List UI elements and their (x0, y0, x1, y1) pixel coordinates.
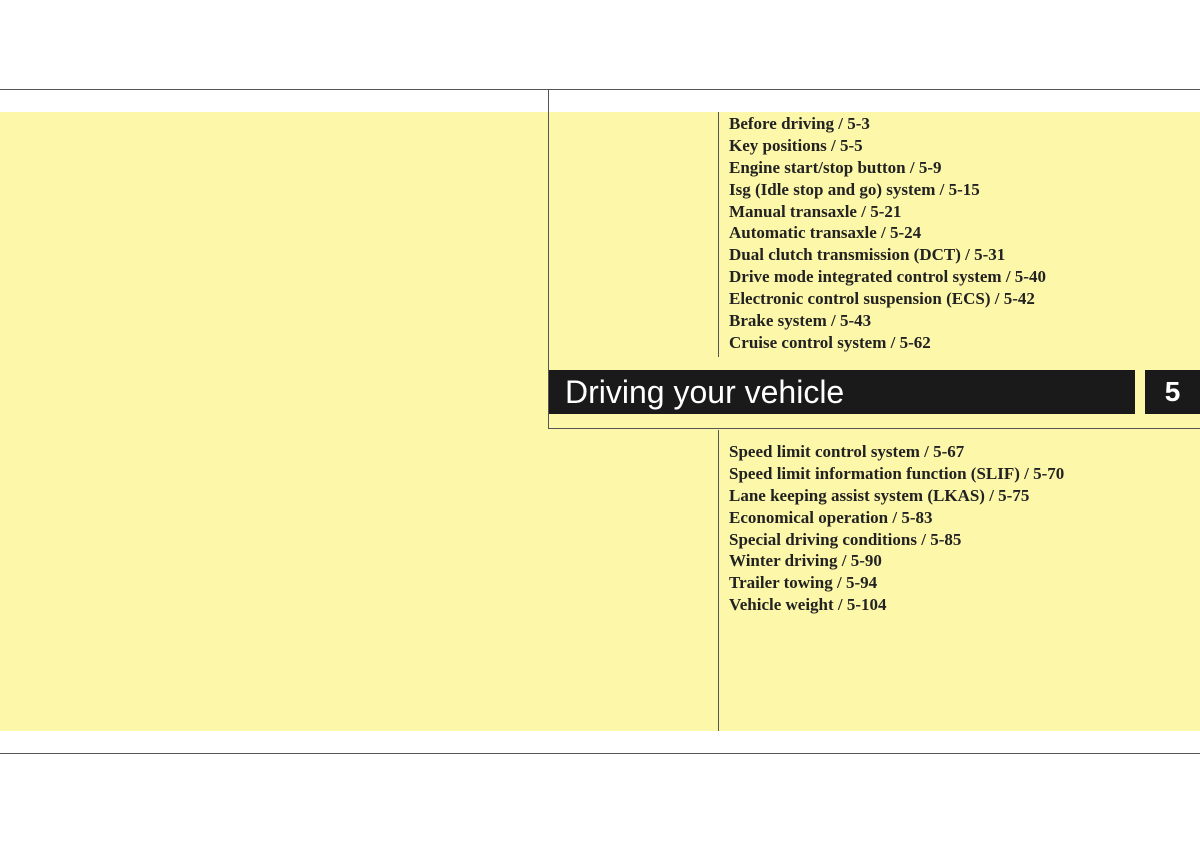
chapter-title: Driving your vehicle (549, 370, 1135, 414)
toc-item[interactable]: Winter driving / 5-90 (729, 551, 882, 571)
toc-list-lower (729, 441, 1064, 616)
toc-item[interactable]: Key positions / 5-5 (729, 135, 863, 155)
toc-item[interactable]: Dual clutch transmission (DCT) / 5-31 (729, 245, 1006, 265)
toc-item[interactable]: Trailer towing / 5-94 (729, 573, 878, 593)
toc-item[interactable]: Special driving conditions / 5-85 (729, 529, 962, 549)
chapter-number-tab: 5 (1145, 370, 1200, 414)
toc-item[interactable]: Electronic control suspension (ECS) / 5-42 (729, 289, 1035, 309)
toc-item[interactable]: Economical operation / 5-83 (729, 507, 933, 527)
toc-item[interactable]: Cruise control system / 5-62 (729, 332, 931, 352)
toc-item[interactable]: Vehicle weight / 5-104 (729, 595, 887, 615)
toc-item[interactable]: Before driving / 5-3 (729, 114, 870, 133)
top-rule (0, 89, 1200, 90)
title-underline (548, 428, 1200, 429)
toc-item[interactable]: Speed limit control system / 5-67 (729, 442, 965, 461)
toc-item[interactable]: Drive mode integrated control system / 5-40 (729, 267, 1046, 287)
toc-list-upper (729, 113, 1046, 354)
toc-upper-rule (718, 112, 719, 357)
toc-item[interactable]: Isg (Idle stop and go) system / 5-15 (729, 179, 980, 199)
toc-item[interactable]: Speed limit information function (SLIF) / 5-70 (729, 463, 1065, 483)
toc-item[interactable]: Lane keeping assist system (LKAS) / 5-75 (729, 485, 1030, 505)
toc-lower-rule (718, 430, 719, 731)
toc-item[interactable]: Manual transaxle / 5-21 (729, 201, 902, 221)
bottom-rule (0, 753, 1200, 754)
toc-item[interactable]: Engine start/stop button / 5-9 (729, 157, 942, 177)
toc-item[interactable]: Automatic transaxle / 5-24 (729, 223, 922, 243)
toc-item[interactable]: Brake system / 5-43 (729, 311, 872, 331)
